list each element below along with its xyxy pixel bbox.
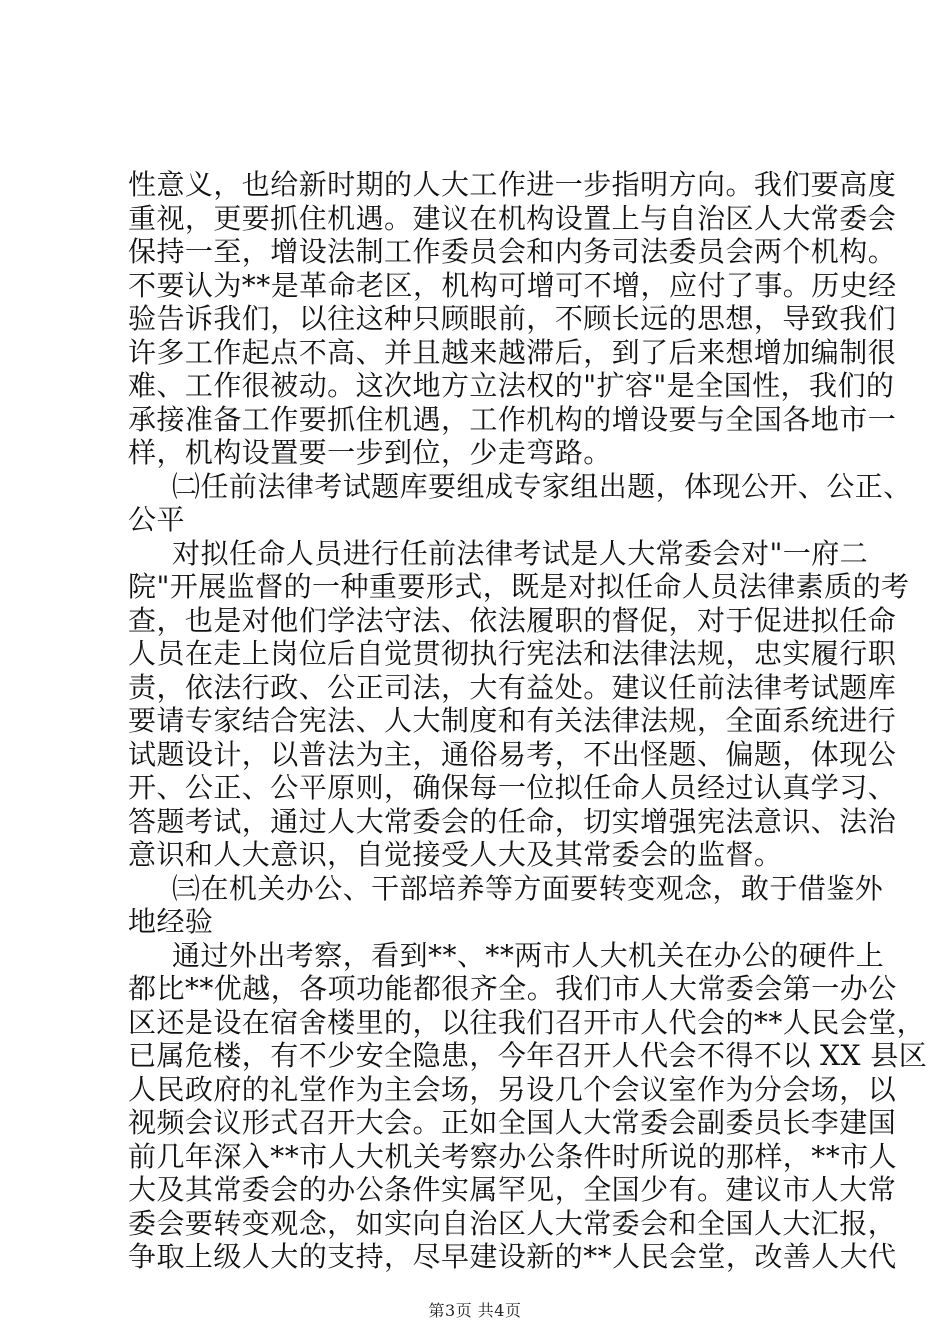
page-footer: 第3页 共4页 <box>428 1301 522 1320</box>
text-line: 人民政府的礼堂作为主会场，另设几个会议室作为分会场，以 <box>128 1072 897 1106</box>
text-line: 争取上级人大的支持，尽早建设新的**人民会堂，改善人大代 <box>128 1240 897 1273</box>
text-line: 要请专家结合宪法、人大制度和有关法律法规，全面系统进行 <box>128 704 897 737</box>
document-body <box>128 168 928 1274</box>
text-line: 委会要转变观念，如实向自治区人大常委会和全国人大汇报， <box>128 1206 897 1240</box>
text-line: 大及其常委会的办公条件实属罕见，全国少有。建议市人大常 <box>128 1173 897 1206</box>
text-line: 前几年深入**市人大机关考察办公条件时所说的那样，**市人 <box>128 1139 898 1173</box>
section-heading-continued: 地经验 <box>128 905 214 938</box>
text-line: 人员在走上岗位后自觉贯彻执行宪法和法律法规，忠实履行职 <box>128 637 897 670</box>
text-line: 开、公正、公平原则，确保每一位拟任命人员经过认真学习、 <box>128 771 897 804</box>
text-line: 院"开展监督的一种重要形式，既是对拟任命人员法律素质的考 <box>128 570 910 603</box>
text-line: 答题考试，通过人大常委会的任命，切实增强宪法意识、法治 <box>128 804 897 838</box>
text-line: 保持一至，增设法制工作委员会和内务司法委员会两个机构。 <box>128 235 897 268</box>
section-heading: ㈡任前法律考试题库要组成专家组出题，体现公开、公正、 <box>172 469 912 503</box>
text-line: 已属危楼，有不少安全隐患，今年召开人代会不得不以 XX 县区 <box>128 1039 928 1072</box>
text-line: 性意义，也给新时期的人大工作进一步指明方向。我们要高度 <box>128 168 897 201</box>
text-line: 试题设计，以普法为主，通俗易考，不出怪题、偏题，体现公 <box>128 737 897 771</box>
text-line: 对拟任命人员进行任前法律考试是人大常委会对"一府二 <box>172 536 869 570</box>
text-line: 许多工作起点不高、并且越来越滞后，到了后来想增加编制很 <box>128 335 897 369</box>
text-line: 区还是设在宿舍楼里的，以往我们召开市人代会的**人民会堂， <box>128 1005 926 1039</box>
text-line: 难、工作很被动。这次地方立法权的"扩容"是全国性，我们的 <box>128 369 895 402</box>
text-line: 查，也是对他们学法守法、依法履职的督促，对于促进拟任命 <box>128 603 897 637</box>
text-line: 视频会议形式召开大会。正如全国人大常委会副委员长李建国 <box>128 1106 897 1139</box>
text-line: 验告诉我们，以往这种只顾眼前，不顾长远的思想，导致我们 <box>128 302 897 335</box>
text-line: 样，机构设置要一步到位，少走弯路。 <box>128 436 612 469</box>
text-line: 意识和人大意识，自觉接受人大及其常委会的监督。 <box>128 838 783 871</box>
text-line: 不要认为**是革命老区，机构可增可不增，应付了事。历史经 <box>128 268 897 302</box>
text-line: 通过外出考察，看到**、**两市人大机关在办公的硬件上 <box>172 938 885 972</box>
section-heading-continued: 公平 <box>128 503 185 536</box>
text-line: 责，依法行政、公正司法，大有益处。建议任前法律考试题库 <box>128 670 897 704</box>
text-line: 重视，更要抓住机遇。建议在机构设置上与自治区人大常委会 <box>128 201 897 235</box>
section-heading: ㈢在机关办公、干部培养等方面要转变观念，敢于借鉴外 <box>172 871 884 905</box>
text-line: 都比**优越，各项功能都很齐全。我们市人大常委会第一办公 <box>128 972 897 1005</box>
text-line: 承接准备工作要抓住机遇，工作机构的增设要与全国各地市一 <box>128 402 897 436</box>
